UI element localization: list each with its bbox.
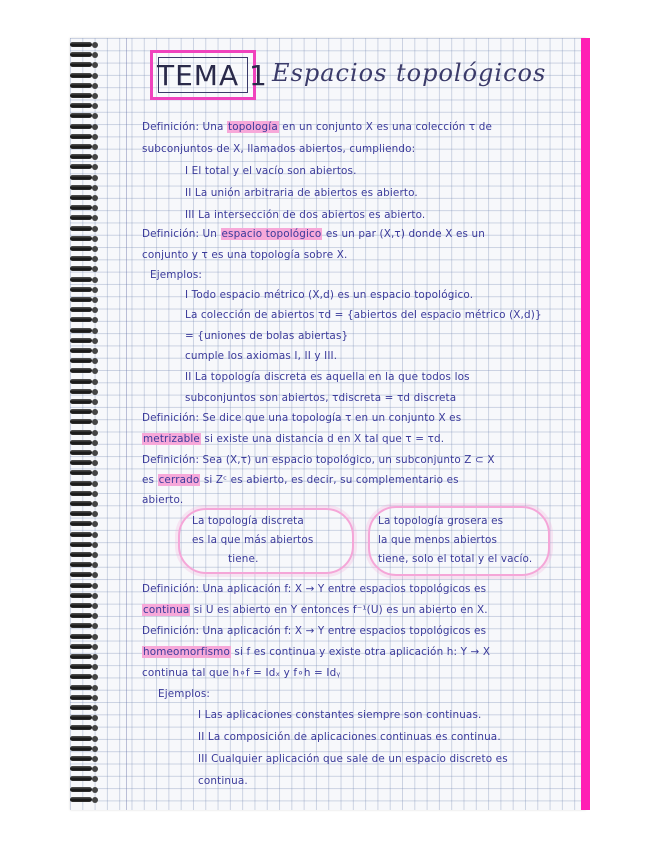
spiral-coil [70,317,92,322]
highlighted-term: topología [228,121,278,133]
binding-hole [92,379,98,385]
text-line: abierto. [142,494,184,506]
binding-hole [92,562,98,568]
spiral-coil [70,62,92,67]
cloud-text: La topología discreta [192,515,304,527]
binding-hole [92,266,98,272]
binding-hole [92,154,98,160]
binding-hole [92,644,98,650]
spiral-coil [70,470,92,475]
spiral-coil [70,776,92,781]
binding-hole [92,287,98,293]
binding-hole [92,552,98,558]
spiral-coil [70,277,92,282]
binding-hole [92,93,98,99]
binding-hole [92,164,98,170]
spiral-coil [70,358,92,363]
highlighted-term: homeomorfismo [143,646,230,658]
text-line: Ejemplos: [158,688,211,700]
spiral-coil [70,307,92,312]
text-line: II La composición de aplicaciones continuas es continua. [198,731,501,743]
spiral-coil [70,572,92,577]
binding-hole [92,664,98,670]
spiral-coil [70,266,92,271]
spiral-coil [70,134,92,139]
text-line: continua si U es abierto en Y entonces f⁻¹(U) es un abierto en X. [143,604,488,616]
binding-hole [92,705,98,711]
spiral-coil [70,93,92,98]
text-line: II La unión arbitraria de abiertos es abierto. [185,187,418,199]
spiral-coil [70,623,92,628]
chapter-title: Espacios topológicos [272,59,547,87]
binding-hole [92,195,98,201]
spiral-coil [70,644,92,649]
binding-hole [92,236,98,242]
text-line: subconjuntos son abiertos, τdiscreta = τd discreta [185,392,457,404]
binding-hole [92,654,98,660]
binding-hole [92,542,98,548]
binding-hole [92,368,98,374]
pink-page-edge [581,38,590,810]
text-line: Definición: Un espacio topológico es un par (X,τ) donde X es un [142,228,485,240]
spiral-coil [70,409,92,414]
binding-hole [92,144,98,150]
spiral-coil [70,705,92,710]
spiral-coil [70,175,92,180]
spiral-coil [70,603,92,608]
binding-hole [92,613,98,619]
text-line: La colección de abiertos τd = {abiertos del espacio métrico (X,d)} [185,309,542,321]
margin-line [126,38,127,810]
spiral-coil [70,419,92,424]
binding-hole [92,73,98,79]
spiral-coil [70,634,92,639]
spiral-coil [70,695,92,700]
binding-hole [92,297,98,303]
binding-hole [92,175,98,181]
spiral-coil [70,756,92,761]
spiral-coil [70,440,92,445]
binding-hole [92,583,98,589]
binding-hole [92,215,98,221]
spiral-coil [70,664,92,669]
text-line: I Las aplicaciones constantes siempre son continuas. [198,709,482,721]
text-line: continua tal que h∘f = Idₓ y f∘h = Idᵧ [142,667,341,679]
binding-hole [92,205,98,211]
spiral-coil [70,195,92,200]
binding-hole [92,440,98,446]
text-line: homeomorfismo si f es continua y existe otra aplicación h: Y → X [143,646,491,658]
binding-hole [92,42,98,48]
binding-hole [92,338,98,344]
binding-hole [92,256,98,262]
spiral-coil [70,501,92,506]
text-line: = {uniones de bolas abiertas} [185,330,349,342]
binding-hole [92,103,98,109]
spiral-coil [70,583,92,588]
highlighted-term: metrizable [143,433,200,445]
binding-hole [92,715,98,721]
spiral-coil [70,450,92,455]
binding-hole [92,358,98,364]
text-line: metrizable si existe una distancia d en X tal que τ = τd. [143,433,445,445]
binding-hole [92,470,98,476]
cloud-text: La topología grosera es [378,515,504,527]
binding-hole [92,124,98,130]
spiral-coil [70,52,92,57]
binding-hole [92,450,98,456]
binding-hole [92,460,98,466]
spiral-coil [70,491,92,496]
binding-hole [92,603,98,609]
binding-hole [92,389,98,395]
spiral-coil [70,766,92,771]
spiral-coil [70,746,92,751]
spiral-coil [70,338,92,343]
spiral-coil [70,83,92,88]
cloud-text: es la que más abiertos [192,534,314,546]
binding-hole [92,532,98,538]
spiral-coil [70,124,92,129]
binding-hole [92,317,98,323]
binding-hole [92,634,98,640]
spiral-coil [70,521,92,526]
text-line: Ejemplos: [150,269,203,281]
binding-hole [92,623,98,629]
spiral-coil [70,562,92,567]
binding-hole [92,511,98,517]
binding-hole [92,113,98,119]
binding-hole [92,52,98,58]
spiral-coil [70,389,92,394]
spiral-coil [70,460,92,465]
text-line: II La topología discreta es aquella en la que todos los [185,371,470,383]
spiral-coil [70,685,92,690]
binding-hole [92,572,98,578]
spiral-coil [70,674,92,679]
spiral-coil [70,287,92,292]
text-line: I El total y el vacío son abiertos. [185,165,357,177]
binding-hole [92,501,98,507]
spiral-coil [70,715,92,720]
binding-hole [92,430,98,436]
spiral-coil [70,481,92,486]
spiral-coil [70,103,92,108]
spiral-coil [70,736,92,741]
spiral-coil [70,511,92,516]
spiral-coil [70,328,92,333]
spiral-coil [70,42,92,47]
spiral-coil [70,236,92,241]
binding-hole [92,736,98,742]
spiral-coil [70,368,92,373]
binding-hole [92,695,98,701]
spiral-coil [70,725,92,730]
text-line: Definición: Se dice que una topología τ en un conjunto X es [142,412,462,424]
spiral-coil [70,379,92,384]
binding-hole [92,491,98,497]
binding-hole [92,746,98,752]
cloud-text: tiene, solo el total y el vacío. [378,553,533,565]
binding-hole [92,419,98,425]
highlighted-term: cerrado [158,474,200,486]
binding-hole [92,399,98,405]
text-line: es cerrado si Zᶜ es abierto, es decir, su complementario es [142,474,459,486]
cloud-text: tiene. [228,553,259,565]
spiral-coil [70,154,92,159]
spiral-coil [70,532,92,537]
text-line: Definición: Sea (X,τ) un espacio topológico, un subconjunto Z ⊂ X [142,454,495,466]
spiral-coil [70,164,92,169]
text-line: conjunto y τ es una topología sobre X. [142,249,348,261]
spiral-coil [70,613,92,618]
spiral-coil [70,797,92,802]
text-line: I Todo espacio métrico (X,d) es un espacio topológico. [185,289,474,301]
chapter-label: TEMA 1 [157,59,268,92]
spiral-coil [70,73,92,78]
text-line: III La intersección de dos abiertos es abierto. [185,209,426,221]
binding-hole [92,797,98,803]
binding-hole [92,134,98,140]
binding-hole [92,776,98,782]
binding-hole [92,766,98,772]
binding-hole [92,787,98,793]
spiral-coil [70,256,92,261]
spiral-coil [70,787,92,792]
spiral-coil [70,430,92,435]
spiral-coil [70,399,92,404]
binding-hole [92,481,98,487]
binding-hole [92,307,98,313]
text-line: Definición: Una aplicación f: X → Y entre espacios topológicos es [142,583,487,595]
spiral-coil [70,185,92,190]
spiral-coil [70,144,92,149]
binding-hole [92,674,98,680]
highlighted-term: espacio topológico [221,228,322,240]
binding-hole [92,328,98,334]
cloud-text: la que menos abiertos [378,534,498,546]
text-line: continua. [198,775,248,787]
highlighted-term: continua [143,604,190,616]
spiral-coil [70,215,92,220]
spiral-coil [70,542,92,547]
text-line: Definición: Una aplicación f: X → Y entre espacios topológicos es [142,625,487,637]
text-line: Definición: Una topología en un conjunto X es una colección τ de [142,121,493,133]
spiral-coil [70,113,92,118]
binding-hole [92,685,98,691]
binding-hole [92,593,98,599]
binding-hole [92,521,98,527]
spiral-coil [70,552,92,557]
spiral-coil [70,205,92,210]
binding-hole [92,246,98,252]
spiral-coil [70,226,92,231]
binding-hole [92,83,98,89]
spiral-binding [70,38,100,810]
spiral-coil [70,246,92,251]
text-line: cumple los axiomas I, II y III. [185,350,338,362]
binding-hole [92,226,98,232]
spiral-coil [70,297,92,302]
binding-hole [92,277,98,283]
spiral-coil [70,348,92,353]
binding-hole [92,348,98,354]
binding-hole [92,62,98,68]
text-line: subconjuntos de X, llamados abiertos, cumpliendo: [142,143,416,155]
binding-hole [92,409,98,415]
text-line: III Cualquier aplicación que sale de un espacio discreto es [198,753,508,765]
binding-hole [92,185,98,191]
binding-hole [92,756,98,762]
spiral-coil [70,654,92,659]
binding-hole [92,725,98,731]
spiral-coil [70,593,92,598]
